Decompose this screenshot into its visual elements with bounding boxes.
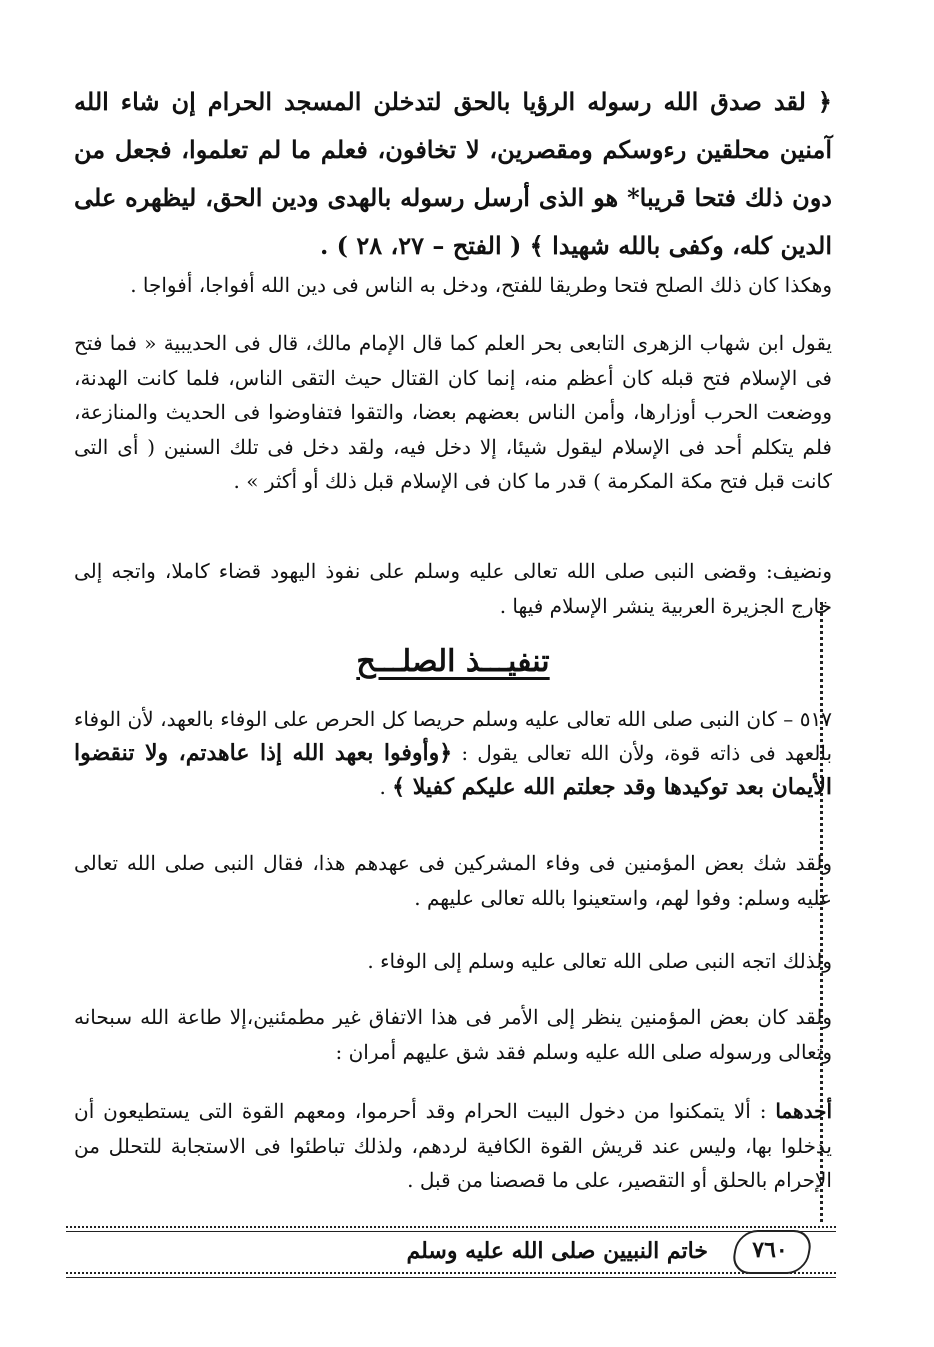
paragraph-wafa-text: ولذلك اتجه النبى صلى الله تعالى عليه وسلم إلى الوفاء . — [367, 949, 832, 973]
first-matter-lead: أحدهما — [775, 1099, 832, 1123]
paragraph-fath — [74, 268, 832, 303]
paragraph-fath-text: وهكذا كان ذلك الصلح فتحا وطريقا للفتح، ودخل به الناس فى دين الله أفواجا، أفواجا . — [130, 273, 832, 297]
paragraph-doubt — [74, 846, 832, 915]
footer-top-solid-rule — [66, 1231, 836, 1232]
paragraph-zuhri-quote-text: يقول ابن شهاب الزهرى التابعى بحر العلم كما قال الإمام مالك، قال فى الحديبية « فما فتح فى الإسلام فتح قبله كان أعظم منه، إنما كان القتال حيث التقى الناس، فلما كانت الهدنة، ووضعت الحرب أوزارها، وأمن الناس بعضهم بعضا، والتقوا فتفاوضوا فى الحديث والمنازعة، فلم يتكلم أحد فى الإسلام ليقول شيئا، إلا دخل فيه، ولقد دخل فى تلك السنين ( أى التى كانت قبل فتح مكة المكرمة ) قدر ما كان فى الإسلام قبل ذلك أو أكثر » . — [74, 331, 832, 493]
first-matter-text: : ألا يتمكنوا من دخول البيت الحرام وقد أحرموا، ومعهم القوة التى يستطيعون أن يدخلوا بها، وليس عند قريش القوة الكافية لردهم، ولذلك تباطئوا فى الاستجابة للتحلل من الإحرام بالحلق أو التقصير، على ما قصصنا من قبل . — [74, 1099, 832, 1192]
paragraph-doubt-text: ولقد شك بعض المؤمنين فى وفاء المشركين فى عهدهم هذا، فقال النبى صلى الله تعالى عليه وسلم: وفوا لهم، واستعينوا بالله تعالى عليهم . — [74, 851, 832, 910]
quran-verse-block — [74, 78, 832, 270]
section-heading: تنفيـــذ الصلـــح — [356, 644, 550, 679]
paragraph-dash: – — [783, 707, 794, 731]
paragraph-nudif-text: ونضيف: وقضى النبى صلى الله تعالى عليه وسلم على نفوذ اليهود قضاء كاملا، واتجه إلى خارج الجزيرة العربية ينشر الإسلام فيها . — [74, 559, 832, 618]
paragraph-zuhri-quote — [74, 326, 832, 499]
paragraph-two-matters — [74, 1000, 832, 1069]
running-footer-title: خاتم النبيين صلى الله عليه وسلم — [406, 1238, 708, 1264]
page-number-badge — [728, 1228, 812, 1272]
paragraph-517-text: كان النبى صلى الله تعالى عليه وسلم حريصا كل الحرص على الوفاء بالعهد، لأن الوفاء بالعهد فى ذاته قوة، ولأن الله تعالى يقول : — [74, 707, 833, 765]
page-number: ٧٦٠ — [752, 1237, 788, 1263]
paragraph-first-matter — [74, 1094, 832, 1198]
paragraph-517-end: . — [379, 775, 386, 799]
paragraph-two-matters-text: ولقد كان بعض المؤمنين ينظر إلى الأمر فى هذا الاتفاق غير مطمئنين،إلا طاعة الله سبحانه وتعالى ورسوله صلى الله عليه وسلم فقد شق عليهم أمران : — [74, 1005, 832, 1064]
footer-bottom-dotted-rule — [66, 1272, 836, 1274]
paragraph-517 — [74, 702, 832, 804]
footer-bottom-solid-rule — [66, 1277, 836, 1278]
paragraph-number: ٥١٧ — [799, 707, 832, 731]
footer-top-dotted-rule — [66, 1226, 836, 1228]
paragraph-wafa — [74, 944, 832, 979]
paragraph-517-quran: ﴿وأوفوا بعهد الله إذا عاهدتم، ولا تنقضوا الأيمان بعد توكيدها وقد جعلتم الله عليكم كفيلا ﴾ — [74, 740, 832, 800]
paragraph-nudif — [74, 554, 832, 623]
quran-verse-text: ﴿ لقد صدق الله رسوله الرؤيا بالحق لتدخلن المسجد الحرام إن شاء الله آمنين محلقين رءوسكم ومقصرين، لا تخافون، فعلم ما لم تعلموا، فجعل من دون ذلك فتحا قريبا* هو الذى أرسل رسوله بالهدى ودين الحق، ليظهره على الدين كله، وكفى بالله شهيدا ﴾ ( الفتح – ٢٧، ٢٨ ) . — [74, 87, 832, 260]
